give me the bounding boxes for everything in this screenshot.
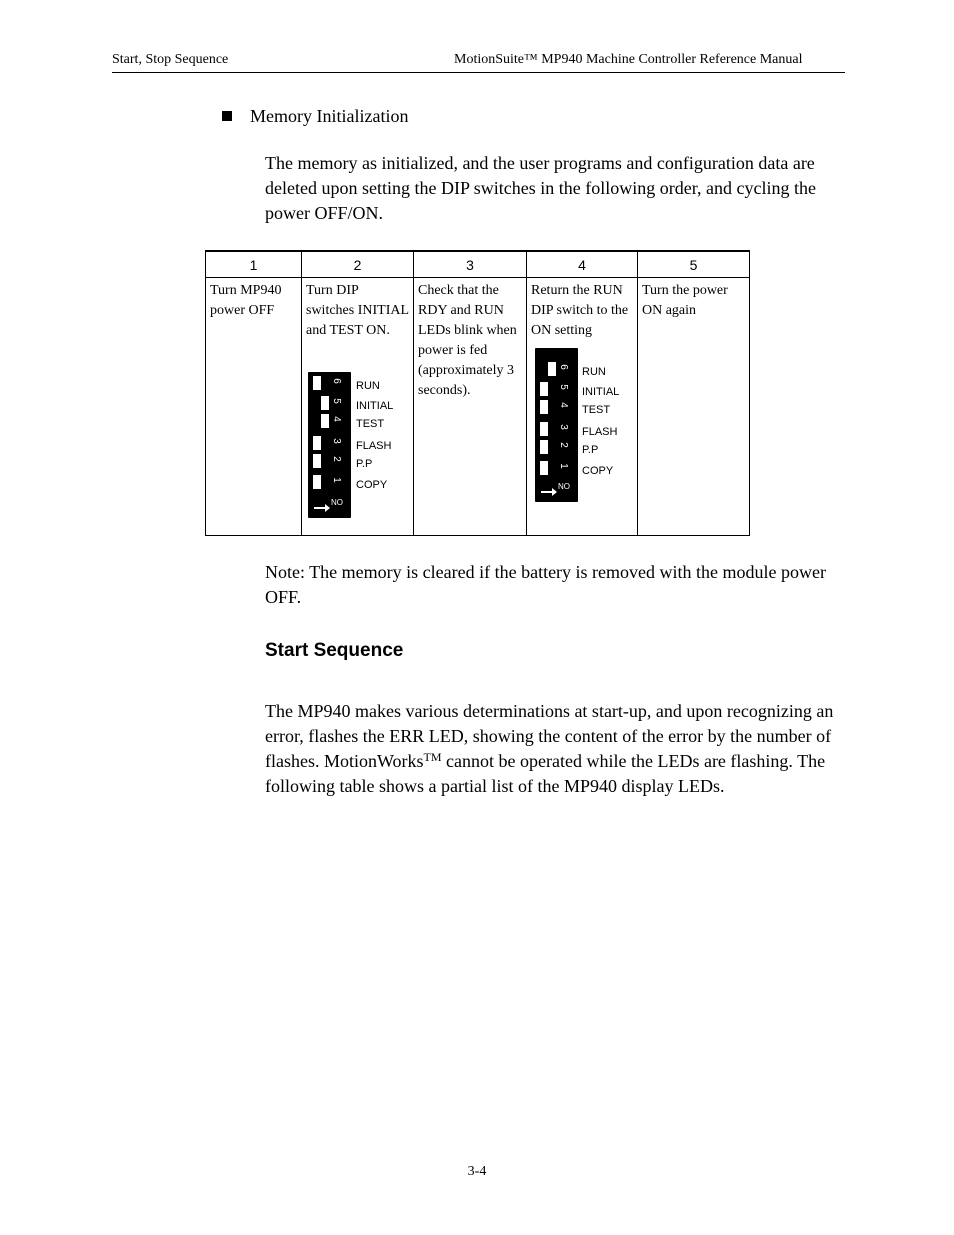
dip-row [308,372,351,392]
dip-row [308,432,351,452]
dip-label-test: TEST [356,418,385,430]
dip-toggle [540,382,548,396]
dip-row [308,471,351,491]
table-header-row [206,251,750,278]
dip-row [535,418,578,438]
dip-label-initial: INITIAL [356,400,394,412]
step-1-cell [206,278,302,536]
trademark-superscript: TM [423,750,442,764]
dip-label-test: TEST [582,404,611,416]
step-1-text: Turn MP940 power OFF [210,283,282,318]
step-5-text: Turn the power ON again [642,283,728,318]
step-4-cell [527,278,638,536]
dip-toggle [313,436,321,450]
dip-number: 3 [331,438,342,444]
table-header-cell: 2 [302,251,414,278]
step-4-text: Return the RUN DIP switch to the ON setting [531,283,629,338]
dip-row [308,450,351,470]
dip-toggle [313,454,321,468]
dip-label-flash: FLASH [356,440,392,452]
dip-label-copy: COPY [582,465,614,477]
table-header-cell: 1 [206,251,302,278]
dip-number: 2 [558,442,569,448]
header-manual-title: MotionSuite™ MP940 Machine Controller Reference Manual [454,52,803,67]
dip-toggle [540,461,548,475]
dip-label-initial: INITIAL [582,386,620,398]
dip-label-run: RUN [582,366,606,378]
page-number: 3-4 [467,1164,487,1179]
start-para-text-2: cannot be operated while the LEDs are flashing. The following table shows a partial list of the MP940 display LEDs. [265,751,826,796]
start-para-text-1: The MP940 makes various determinations at start-up, and upon recognizing an error, flashes the ERR LED, showing the content of the error by the number of flashes. MotionWorks [265,701,834,771]
dip-row [535,358,578,378]
start-sequence-paragraph [265,699,855,799]
dip-row [308,410,351,430]
dip-row [535,378,578,398]
dip-switch-block-step-4 [535,348,578,502]
dip-toggle [321,414,329,428]
dip-no-label: NO [331,498,343,507]
dip-number: 4 [331,416,342,422]
dip-toggle [540,440,548,454]
dip-number: 6 [558,364,569,370]
dip-toggle [540,422,548,436]
dip-label-run: RUN [356,380,380,392]
dip-switch-block-step-2 [308,372,351,518]
step-5-cell [638,278,750,536]
table-header-cell: 4 [527,251,638,278]
dip-number: 4 [558,402,569,408]
dip-toggle [321,396,329,410]
dip-number: 1 [331,477,342,483]
dip-number: 3 [558,424,569,430]
step-2-text: Turn DIP switches INITIAL and TEST ON. [306,283,409,338]
table-header-cell: 5 [638,251,750,278]
dip-switch-steps-table [205,250,750,536]
arrow-right-icon [541,491,553,493]
dip-row [535,436,578,456]
intro-paragraph: The memory as initialized, and the user programs and configuration data are deleted upon setting the DIP switches in the following order, and cycling the power OFF/ON. [265,153,816,223]
table-row [206,278,750,536]
dip-number: 5 [331,398,342,404]
dip-label-flash: FLASH [582,426,618,438]
dip-toggle [548,362,556,376]
note-paragraph: Note: The memory is cleared if the battery is removed with the module power OFF. [265,562,826,607]
header-section-title: Start, Stop Sequence [112,52,229,67]
dip-toggle [313,376,321,390]
arrow-right-icon [314,507,326,509]
dip-row [308,392,351,412]
table-header-cell: 3 [414,251,527,278]
dip-toggle [540,400,548,414]
dip-label-pp: P.P [356,458,373,470]
dip-row [535,457,578,477]
step-3-text: Check that the RDY and RUN LEDs blink when power is fed (approximately 3 seconds). [418,283,517,398]
square-bullet-icon [222,111,232,121]
dip-no-label: NO [558,482,570,491]
step-3-cell [414,278,527,536]
dip-number: 6 [331,378,342,384]
dip-toggle [313,475,321,489]
dip-label-copy: COPY [356,479,388,491]
header-rule [112,72,845,73]
dip-number: 1 [558,463,569,469]
section-heading: Start Sequence [265,640,404,661]
dip-row [535,396,578,416]
bullet-heading: Memory Initialization [250,106,409,126]
dip-number: 2 [331,456,342,462]
step-2-cell [302,278,414,536]
dip-number: 5 [558,384,569,390]
dip-label-pp: P.P [582,444,599,456]
